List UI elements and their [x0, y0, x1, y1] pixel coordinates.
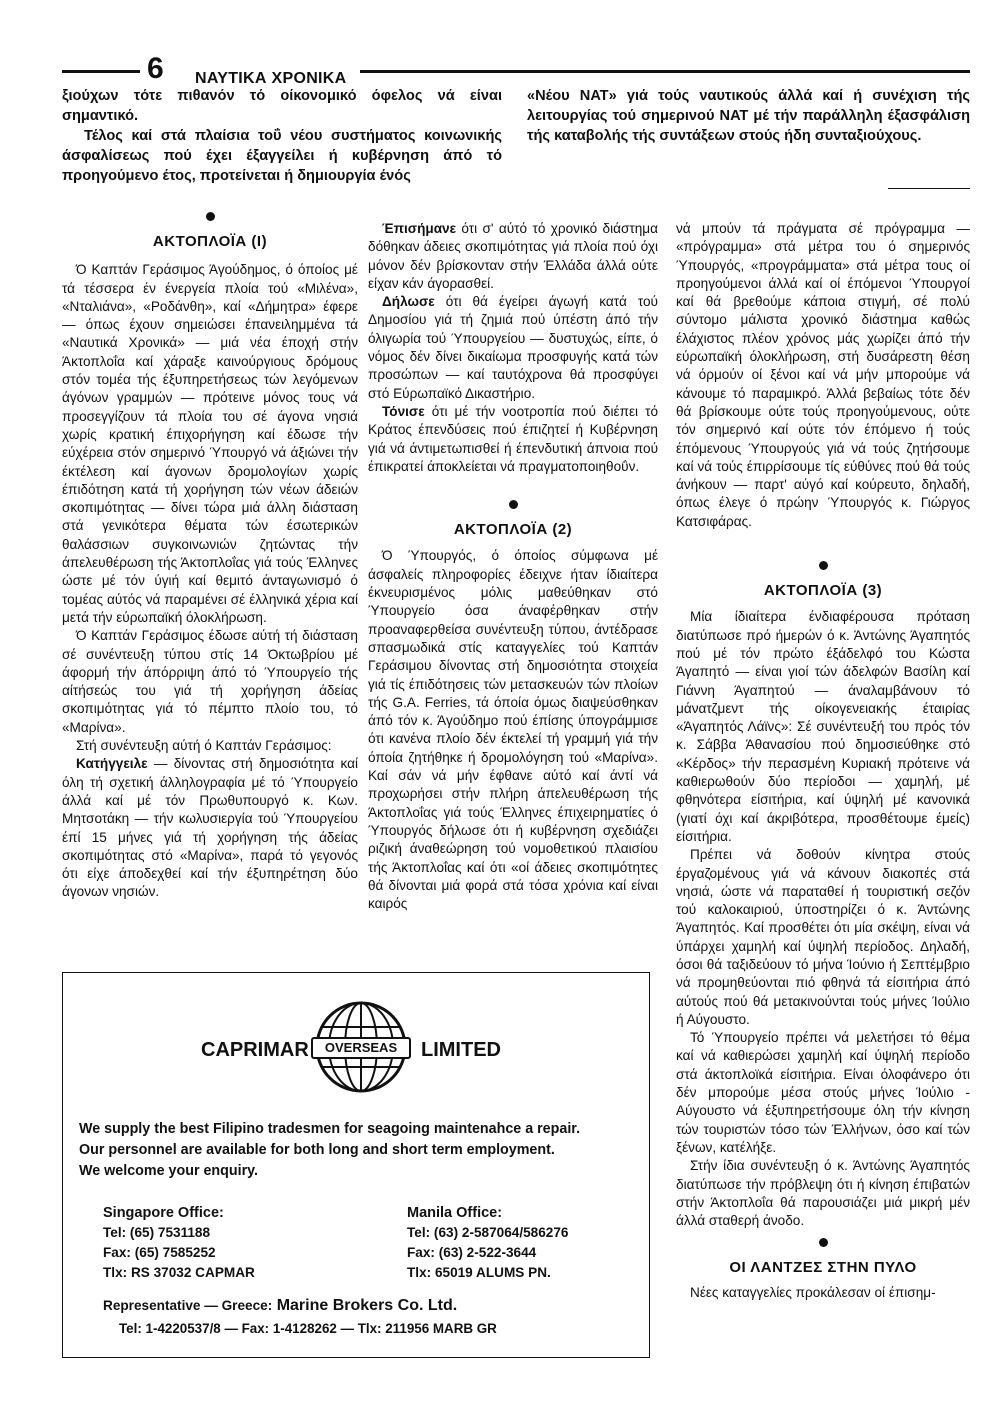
intro-right [527, 86, 970, 146]
mn-fax: Fax: (63) 2-522-3644 [407, 1245, 537, 1260]
sg-tel: Tel: (65) 7531188 [103, 1225, 211, 1240]
col2-p2-text: ότι θά έγείρει άγωγή κατά τού Δημοσίου γιά τή ζημιά πού ύπέστη άπό τήν όλιγωρία τού Ύπουργείου — δυστυχώς, είπε, ό νόμος δέν δίνει δικαίωμα προσφυγής κατά τών προσώπων — καί ταυτόχρονα θά προσφύγει στό Εύρωπαϊκό Δικαστήριο. [368, 294, 658, 401]
section-bullet [509, 500, 518, 509]
col1-p4-text: — δίνοντας στή δημοσιότητα καί όλη τή σχετική άλληλογραφία μέ τό Ύπουργείο άλλά καί μέ τόν Πρωθυπουργό κ. Κων. Μητσοτάκη — τήν κωλυσιεργία τού Ύπουργείου έπί 15 μήνες γιά τή χορήγηση τής άδείας σκοπιμότητας στό «Μαρίνα», παρά τό γεγονός ότι είχε άποδεχθεί καί τήν έξυπηρέτηση δύο άγονων νησιών. [62, 756, 358, 900]
page-number: 6 [147, 52, 164, 85]
col2-p1 [368, 220, 658, 293]
col2-p3-text: ότι μέ τήν νοοτροπία πού διέπει τό Κράτος έπενδύσεις πού έπιζητεί ή Κυβέρνηση γιά νά άντιμετωπισθεί ή έπενδυτική άπνοια πού έπικρατεί άποκλείεται νά πραγματοποιηθοΰν. [368, 403, 658, 474]
mn-title: Manila Office: [407, 1205, 503, 1221]
column-1 [62, 212, 358, 902]
col1-p1: Ό Καπτάν Γεράσιμος Άγούδημος, ό όποίος μέ τά τέσσερα έν ένεργεία πλοία τού «Μιλένα», «Νταλιάνα», «Ροδάνθη», καί «Δήμητρα» έφερε — όπως έχουν σημειώσει έπανειλημμένα τά «Ναυτικά Χρονικά» — μιά νέα έποχή στήν Άκτοπλοΐα καί χάραξε καινούργιους δρόμους στόν τομέα τής έξυπηρετήσεως τών λεγόμενων άγόνων γραμμών — πρότεινε μόνος τους νά προσεγγίζουν τά πλοία του σέ άγονα νησιά χωρίς κρατική έπιχορήγηση καί έδωσε τήν εύχέρεια στόν σημερινό Ύπουργό νά άξιώνει τήν έκτέλεση καί άγονων δρομολογίων χωρίς έπιδότηση κατά τή χορήγηση τών νέων άδειών σκοπιμότητας — δίνει τώρα μιά άλλη διάσταση στά γενικότερα θέματα τών έσωτερικών θαλάσσιων συγκοινωνιών ζητώντας τήν άπελευθέρωση τής Άκτοπλοΐας γιά τούς Έλληνες ώστε μέ τόν ύγιή καί θεμιτό άνταγωνισμό ό τομέας αύτός νά παραμένει σέ έλληνικά χέρια καί μετά τήν εύρωπαϊκή όλοκλήρωση. [62, 262, 358, 625]
column-3 [676, 220, 970, 1302]
col3-p1: νά μπούν τά πράγματα σέ πρόγραμμα — «πρόγραμμα» στά μέτρα του ό σημερινός Ύπουργός, «προγράμματα» στά μέτρα τους οί προηγούμενοι άλλά καί οί έπόμενοι Ύπουργοί καί θά βρεθούμε κάποια στιγμή, σέ πολύ σύντομο μάλιστα χρονικό διάστημα καθώς έλάχιστος πλέον χρόνος μάς χωρίζει άπό τήν εύρωπαϊκή όλοκλήρωση, στή δυσάρεστη θέση νά όρμούν οί ξένοι καί νά μήν μπορούμε νά κάνουμε τό παραμικρό. Άλλά βεβαίως τότε δέν θά βρίσκουμε ούτε τούς προηγούμενους, ούτε τόν σημερινό καί ούτε τόν έπόμενο ή τούς έπόμενους Ύπουργούς γιά νά τούς ζητήσουμε καί νά τούς έπιρρίσουμε τίς εύθύνες πού θά τούς άνήκουν — παρτ' αύγό καί κούρευτο, δηλαδή, όπως έλεγε ό πρώην Ύπουργός κ. Γιώργος Κατσιφάρας. [676, 221, 970, 529]
section-heading-3: ΑΚΤΟΠΛΟΪΑ (3) [763, 582, 883, 600]
col1-p3: Στή συνέντευξη αύτή ό Καπτάν Γεράσιμος: [76, 738, 332, 754]
publication-title: ΝΑΥΤΙΚΑ ΧΡΟΝΙΚΑ [195, 70, 347, 87]
rep-label: Representative — Greece: [103, 1298, 273, 1313]
header-rule-left [62, 70, 140, 73]
mn-tlx: Tlx: 65019 ALUMS PN. [407, 1265, 551, 1280]
header-rule-right [360, 70, 970, 73]
ad-line-3: We welcome your enquiry. [79, 1163, 259, 1179]
col3-p2: Μία ίδιαίτερα ένδιαφέρουσα πρόταση διατύπωσε πρό ήμερών ό κ. Άντώνης Άγαπητός πού μέ τόν πρώτο έξάδελφό του Κώστα Άγαπητό — είναι γιοί τών άδελφών Βασίλη καί Γιάννη Άγαπητού — άναλαμβάνουν τό μάνατζμεντ τής οίκογενειακής έταιρίας «Άγαπητός Λάϊνς»: Σέ συνέντευξή του πρός τόν κ. Σάββα Άθανασίου πού δημοσιεύθηκε στό «Κέρδος» τήν περασμένη Κυριακή πρότεινε νά καθιερωθούν δύο περίοδοι — χαμηλή, μέ φθηνότερα είσιτήρια, καί ύψηλή μέ κανονικά (γιατί όχι καί άκριβότερα, προσθέτουμε έμείς) είσιτήρια. [676, 609, 970, 844]
intro-left-p2: Τέλος καί στά πλαίσια τοΰ νέου συστήματος κοινωνικής άσφαλίσεως πού έχει έξαγγείλει ή κυβέρνηση άπό τό προηγούμενο έτος, προτείνεται ή δημιουργία ένός [62, 128, 502, 184]
column-2 [368, 220, 658, 913]
intro-left-p1: ξιούχων τότε πιθανόν τό οίκονομικό όφελος νά είναι σημαντικό. [62, 88, 502, 124]
manila-office [407, 1203, 647, 1283]
intro-end-rule [888, 188, 970, 189]
rep-contact: Tel: 1-4220537/8 — Fax: 1-4128262 — Tlx: 211956 MARB GR [119, 1321, 497, 1336]
ad-brand-left: CAPRIMAR [201, 1039, 309, 1061]
ad-line-1: We supply the best Filipino tradesmen for seagoing maintenahce a repair. [79, 1121, 581, 1137]
col3-p4: Τό Ύπουργείο πρέπει νά μελετήσει τό θέμα καί νά καθιερώσει χαμηλή καί ύψηλή περίοδο στά άκτοπλοϊκά είσιτήρια. Είναι όλοφάνερο ότι δέν μπορούμε μέσα στούς μήνες Ίούλιο - Αύγουστο νά έξυπηρετήσουμε όλη τήν κίνηση τών τουριστών τόσο τών Έλλήνων, όσο καί τών ξένων, κατέλήξε. [676, 1030, 970, 1155]
col1-p2: Ό Καπτάν Γεράσιμος έδωσε αύτή τή διάσταση σέ συνέντευξη τύπου στίς 14 Όκτωβρίου μέ άφορμή τήν άπόρριψη άπό τό Ύπουργείο τής αίτήσεώς του γιά τή χορήγηση άδείας σκοπιμότητας γιά τό πέμπτο πλοίο του, τό «Μαρίνα». [62, 628, 358, 735]
col1-p4-lead: Κατήγγειλε [76, 756, 148, 772]
ad-line-2: Our personnel are available for both long and short term employment. [79, 1142, 555, 1158]
section-heading-1: ΑΚΤΟΠΛΟΪΑ (Ι) [152, 233, 268, 250]
representative-line [103, 1297, 643, 1315]
col3-p6: Νέες καταγγελίες προκάλεσαν οί έπισημ- [690, 1284, 936, 1300]
advertisement-box [62, 972, 650, 1358]
col2-p1-lead: Έπισήμανε [382, 221, 457, 236]
section-bullet [206, 212, 215, 221]
col3-p5: Στήν ίδια συνέντευξη ό κ. Άντώνης Άγαπητός διατύπωσε τήν πρόβλεψη ότι ή κίνηση έπιβατών στήν Άκτοπλοΐα θά παρουσιάζει μιά μικρή μέν άλλά σταθερή άνοδο. [676, 1158, 970, 1229]
section-heading-2: ΑΚΤΟΠΛΟΪΑ (2) [453, 521, 573, 539]
rep-name: Marine Brokers Co. Ltd. [276, 1297, 458, 1314]
section-bullet [819, 1238, 828, 1247]
intro-right-p1: «Νέου ΝΑΤ» γιά τούς ναυτικούς άλλά καί ή συνέχιση τής λειτουργίας τού σημερινού ΝΑΤ μέ τήν παράλληλη έξασφάλιση τής καταβολής τής συντάξεων στούς ήδη συνταξιούχους. [527, 88, 970, 144]
col2-p1-text: ότι σ' αύτό τό χρονικό διάστημα δόθηκαν άδειες σκοπιμότητας γιά πλοία πού όχι μόνον δέν βρίσκονταν στήν Έλλάδα άλλά ούτε είχαν κάν άγορασθεί. [368, 221, 658, 291]
col2-p3 [368, 403, 658, 476]
singapore-office [103, 1203, 363, 1283]
col2-p2 [368, 293, 658, 403]
intro-left [62, 86, 502, 186]
col2-p3-lead: Τόνισε [382, 403, 425, 419]
section-bullet [819, 561, 828, 570]
col3-p3: Πρέπει νά δοθούν κίνητρα στούς έργαζομένους γιά νά κάνουν διακοπές στά νησιά, ώστε νά παραταθεί ή τουριστική σεζόν τού καλοκαιριού, ύποστηρίζει ό κ. Άντώνης Άγαπητός. Καί προσθέτει ότι μία σκέψη, είναι νά ύπάρχει χαμηλή καί ύψηλή περίοδος. Δηλαδή, όσοι θά ταξιδεύουν τό μήνα Ίούνιο ή Σεπτέμβριο νά προμηθεύονται πιό φθηνά τά είσιτήρια άπό αύτούς πού θά μετακινούνται τούς μήνες Ίούλιο ή Αύγουστο. [676, 847, 970, 1027]
section-heading-4: ΟΙ ΛΑΝΤΖΕΣ ΣΤΗΝ ΠΥΛΟ [729, 1259, 917, 1277]
col1-p4 [62, 755, 358, 901]
sg-tlx: Tlx: RS 37032 CAPMAR [103, 1265, 255, 1280]
ad-brand-badge: OVERSEAS [311, 1037, 411, 1059]
col2-p2-lead: Δήλωσε [382, 294, 435, 310]
ad-brand-right: LIMITED [421, 1039, 501, 1061]
col2-p4: Ό Ύπουργός, ό όποίος σύμφωνα μέ άσφαλείς πληροφορίες έδειχνε ήταν ίδιαίτερα έκνευρισμένος μόλις μαθεύθηκαν στό Ύπουργείο όσα άναφέρθηκαν στήν προαναφερθείσα συνέντευξη τύπου, άντέδρασε σπασμωδικά στίς καταγγελίες τού Καπτάν Γεράσιμου δίνοντας στή δημοσιότητα στοιχεία γιά τίς έπιδότησεις τών μετασκευών τών πλοίων τής G.A. Ferries, τά όποία όμως διαψεύσθηκαν άπό τόν κ. Άγούδημο πού έπίσης ύπογράμμισε ότι κανένα πλοίο δέν έκτελεί τή γραμμή γιά τήν όποία ζητήθηκε ή δρομολόγηση τού «Μαρίνα». Καί σάν νά μήν έφθανε αύτό καί άντί νά προχωρήσει στήν πλήρη άπελευθέρωση τής Άκτοπλοΐας γιά τούς Έλληνες έπιχειρηματίες ό Ύπουργός δήλωσε ότι ή κυβέρνηση σχεδιάζει ριζική άναθεώρηση τού νομοθετικού πλαισίου τής Άκτοπλοΐας καί ότι «οί άδειες σκοπιμότητες θά δίνονται μιά φορά στά τόσα χρόνια καί είναι καιρός [368, 548, 658, 912]
sg-fax: Fax: (65) 7585252 [103, 1245, 216, 1260]
mn-tel: Tel: (63) 2-587064/586276 [407, 1225, 569, 1240]
sg-title: Singapore Office: [103, 1205, 224, 1221]
